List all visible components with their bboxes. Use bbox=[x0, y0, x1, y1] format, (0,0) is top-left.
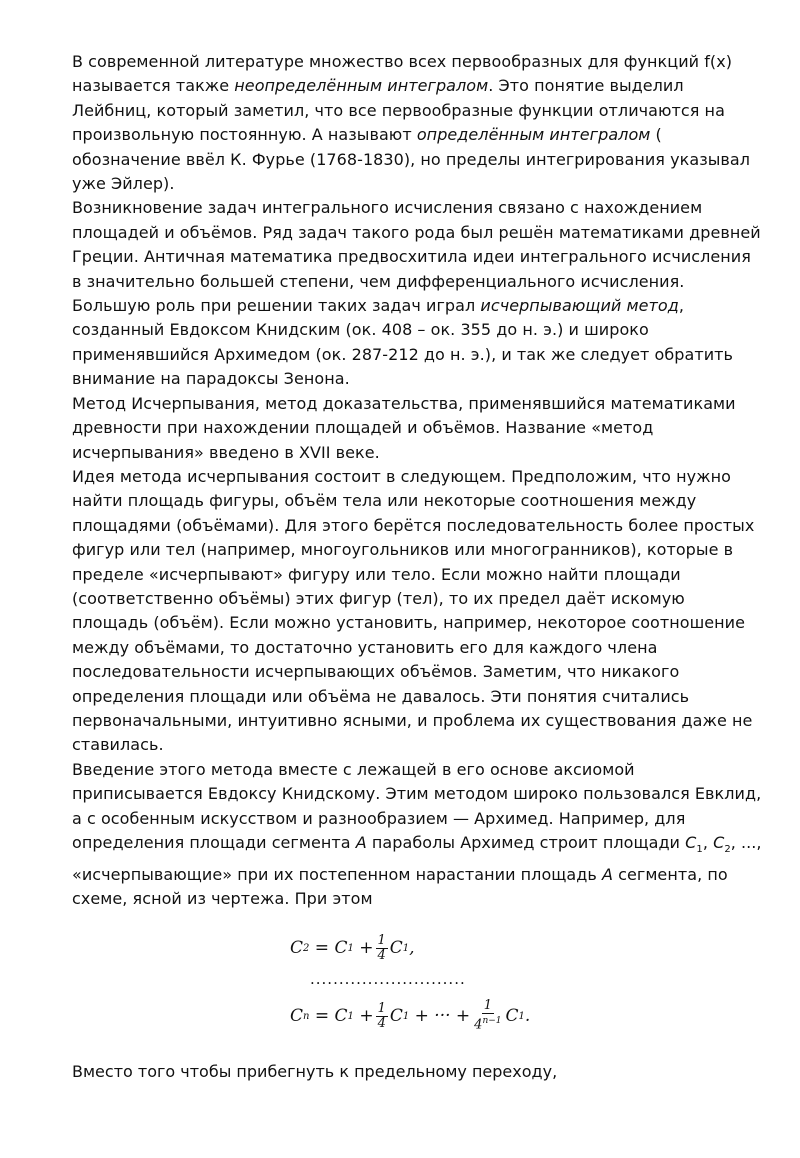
text-run: сегмента, по схеме, ясной из чертежа. При этом bbox=[72, 864, 728, 908]
text-run: В современной литературе множество всех первообразных для функций f(x) называется также bbox=[72, 52, 733, 96]
body-text bbox=[72, 50, 762, 911]
text-run: , созданный Евдоксом Книдским (ок. 408 – ок. 355 до н. э.) и широко применявшийся Архимедом (ок. 287-212 до н. э.), и так же следует обратить внимание на парадоксы Зенона. bbox=[72, 296, 734, 389]
text-run: , ..., «исчерпывающие» при их постепенном нарастании площадь bbox=[72, 833, 762, 884]
formula-line-2: C n = C 1 + $\frac{1}{4}$ C 1 + ··· + $\frac{1}{4^{n-1}}$ C 1 . bbox=[290, 998, 531, 1033]
text-run: , bbox=[702, 833, 714, 852]
italic-term: C bbox=[685, 833, 697, 852]
text-run: Введение этого метода вместе с лежащей в его основе аксиомой приписывается Евдоксу Книдскому. Этим методом широко пользовался Евклид, а с особенным искусством и разнообразием — Архимед. Например, для определения площади сегмента bbox=[72, 759, 762, 852]
text-run: 1 bbox=[696, 844, 703, 856]
text-run: Метод Исчерпывания, метод доказательства, применявшийся математиками древности при нахождении площадей и объёмов. Название «метод исчерпывания» введено в XVII веке. bbox=[72, 393, 736, 462]
italic-term: A bbox=[601, 864, 613, 884]
formula-block bbox=[290, 925, 550, 1039]
text-run: . Это понятие выделил Лейбниц, который заметил, что все первообразные функции отличаются на произвольную постоянную. А называют bbox=[72, 76, 725, 145]
text-run: Возникновение задач интегрального исчисления связано с нахождением площадей и объёмов. Ряд задач такого рода был решён математиками древней Греции. Античная математика предвосхитила идеи интегрального исчисления в значительно большей степени, чем дифференциального исчисления. Большую роль при решении таких задач играл bbox=[72, 198, 761, 316]
paragraph bbox=[72, 50, 762, 196]
text-run: параболы Архимед строит площади bbox=[366, 833, 686, 852]
italic-term: исчерпывающий метод bbox=[480, 296, 679, 316]
italic-term: неопределённым интегралом bbox=[234, 76, 489, 96]
paragraph bbox=[72, 196, 762, 391]
formula-line-1: C 2 = C 1 + $\frac{1}{4}$ C 1 , bbox=[290, 932, 415, 963]
paragraph bbox=[72, 465, 762, 758]
text-run: ( обозначение ввёл К. Фурье (1768-1830), но пределы интегрирования указывал уже Эйлер). bbox=[72, 125, 751, 194]
final-line: Вместо того чтобы прибегнуть к предельному переходу, bbox=[72, 1062, 558, 1081]
italic-term: определённым интегралом bbox=[416, 125, 651, 145]
text-run: 2 bbox=[724, 844, 731, 856]
fraction: $\frac{1}{4}$ bbox=[377, 1000, 386, 1031]
fraction: $\frac{1}{4^{n-1}}$ bbox=[474, 998, 502, 1033]
paragraph bbox=[72, 392, 762, 465]
paragraph bbox=[72, 758, 762, 912]
formula-dots: ........................... bbox=[310, 970, 466, 988]
italic-term: A bbox=[355, 833, 367, 852]
italic-term: C bbox=[713, 833, 725, 852]
text-run: Идея метода исчерпывания состоит в следующем. Предположим, что нужно найти площадь фигуры, объём тела или некоторые соотношения между площадями (объёмами). Для этого берётся последовательность более простых фигур или тел (например, многоугольников или многогранников), которые в пределе «исчерпывают» фигуру или тело. Если можно найти площади (соответственно объёмы) этих фигур (тел), то их предел даёт искомую площадь (объём). Если можно установить, например, некоторое соотношение между объёмами, то достаточно установить его для каждого члена последовательности исчерпывающих объёмов. Заметим, что никакого определения площади или объёма не давалось. Эти понятия считались первоначальными, интуитивно ясными, и проблема их существования даже не ставилась. bbox=[72, 466, 755, 755]
fraction: $\frac{1}{4}$ bbox=[377, 932, 386, 963]
